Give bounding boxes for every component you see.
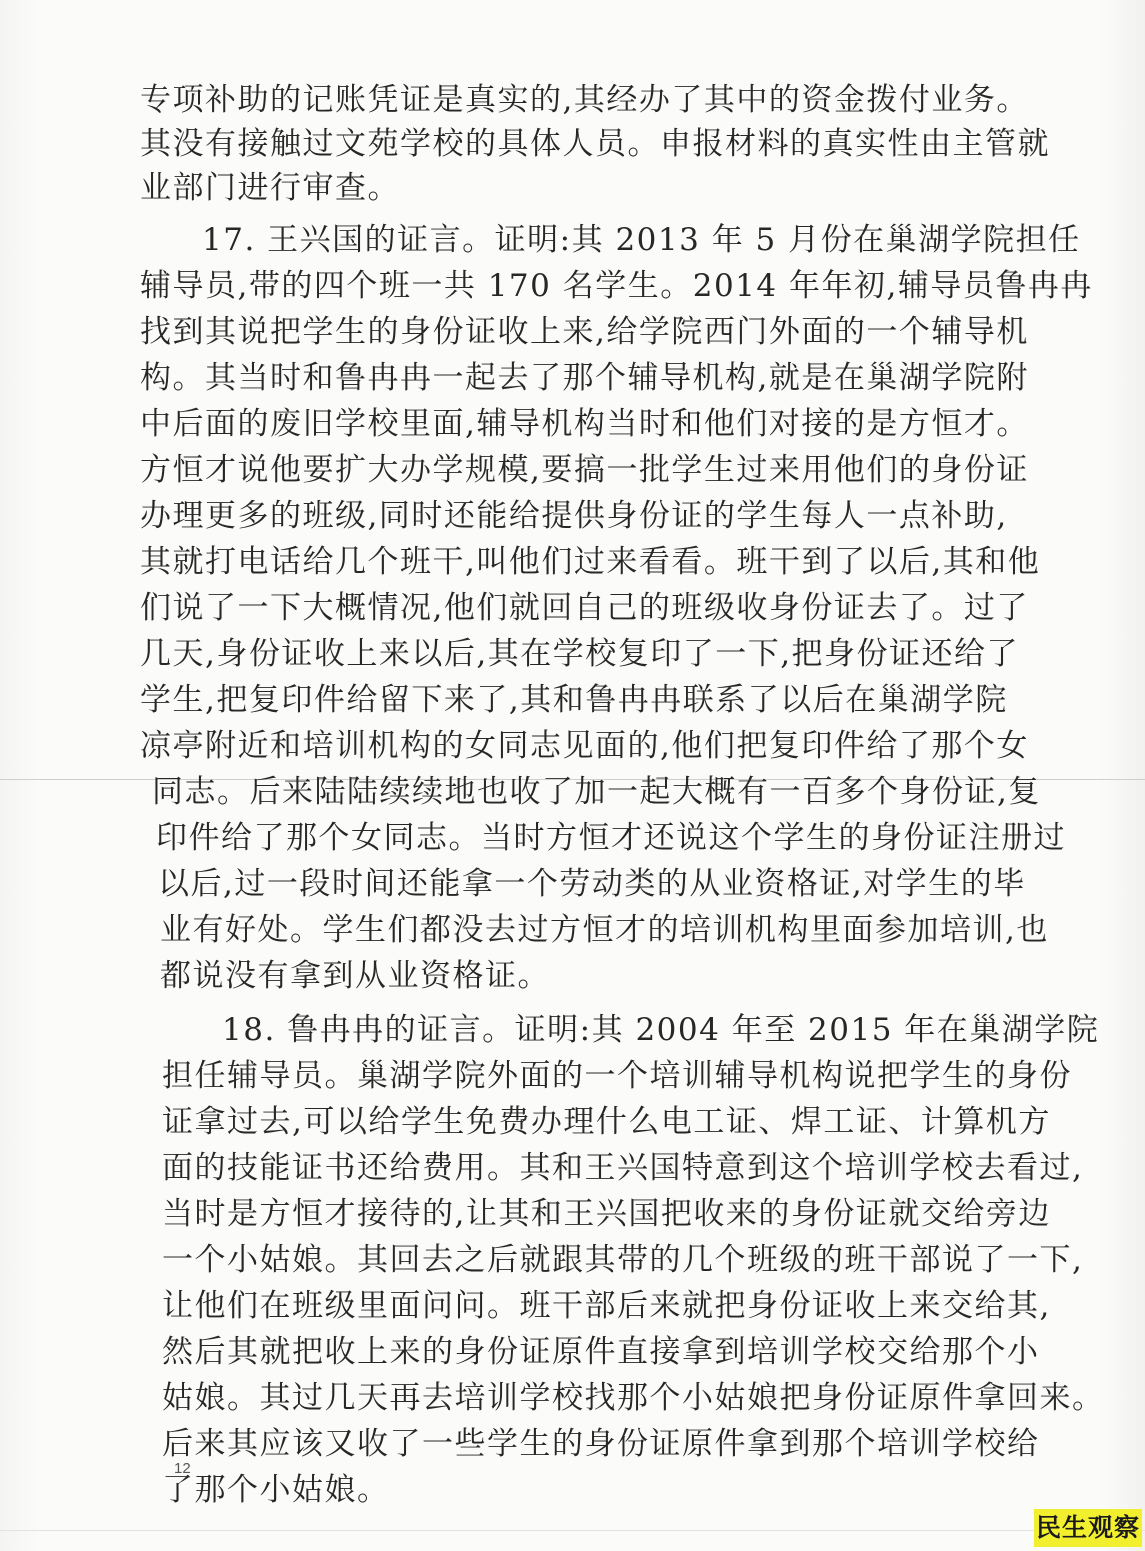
text-line: 当时是方恒才接待的,让其和王兴国把收来的身份证就交给旁边 — [162, 1196, 1051, 1232]
text-line: 其就打电话给几个班干,叫他们过来看看。班干到了以后,其和他 — [140, 544, 1041, 580]
text-line: 面的技能证书还给费用。其和王兴国特意到这个培训学校去看过, — [162, 1150, 1084, 1186]
text-line: 后来其应该又收了一些学生的身份证原件拿到那个培训学校给 — [162, 1426, 1040, 1462]
text-line: 业部门进行审查。 — [140, 170, 400, 206]
text-line: 一个小姑娘。其回去之后就跟其带的几个班级的班干部说了一下, — [162, 1242, 1084, 1278]
text-line: 学生,把复印件给留下来了,其和鲁冉冉联系了以后在巢湖学院 — [140, 682, 1008, 718]
text-line: 找到其说把学生的身份证收上来,给学院西门外面的一个辅导机 — [140, 314, 1029, 350]
text-line: 们说了一下大概情况,他们就回自己的班级收身份证去了。过了 — [140, 590, 1029, 626]
text-line: 办理更多的班级,同时还能给提供身份证的学生每人一点补助, — [140, 498, 1008, 534]
text-line: 其没有接触过文苑学校的具体人员。申报材料的真实性由主管就 — [140, 126, 1050, 162]
text-line: 都说没有拿到从业资格证。 — [160, 958, 550, 994]
text-line: 担任辅导员。巢湖学院外面的一个培训辅导机构说把学生的身份 — [162, 1058, 1072, 1094]
paragraph-18-heading-line: 18. 鲁冉冉的证言。证明:其 2004 年至 2015 年在巢湖学院 — [222, 1012, 1100, 1048]
text-line: 辅导员,带的四个班一共 170 名学生。2014 年年初,辅导员鲁冉冉 — [140, 268, 1093, 304]
watermark-badge: 民生观察 — [1034, 1509, 1142, 1547]
text-line: 中后面的废旧学校里面,辅导机构当时和他们对接的是方恒才。 — [140, 406, 1029, 442]
page-number: 12 — [174, 1460, 191, 1477]
paragraph-17-heading-line: 17. 王兴国的证言。证明:其 2013 年 5 月份在巢湖学院担任 — [202, 222, 1081, 258]
text-line: 证拿过去,可以给学生免费办理什么电工证、焊工证、计算机方 — [162, 1104, 1051, 1140]
text-line: 姑娘。其过几天再去培训学校找那个小姑娘把身份证原件拿回来。 — [162, 1380, 1105, 1416]
text-line: 业有好处。学生们都没去过方恒才的培训机构里面参加培训,也 — [160, 912, 1049, 948]
text-line: 几天,身份证收上来以后,其在学校复印了一下,把身份证还给了 — [140, 636, 1020, 672]
scan-edge-line — [0, 1530, 1145, 1531]
text-line: 方恒才说他要扩大办学规模,要搞一批学生过来用他们的身份证 — [140, 452, 1029, 488]
text-line: 以后,过一段时间还能拿一个劳动类的从业资格证,对学生的毕 — [158, 866, 1026, 902]
text-line: 印件给了那个女同志。当时方恒才还说这个学生的身份证注册过 — [156, 820, 1066, 856]
text-line: 了那个小姑娘。 — [162, 1472, 390, 1508]
text-line: 专项补助的记账凭证是真实的,其经办了其中的资金拨付业务。 — [140, 82, 1029, 118]
text-line: 构。其当时和鲁冉冉一起去了那个辅导机构,就是在巢湖学院附 — [140, 360, 1029, 396]
text-line: 让他们在班级里面问问。班干部后来就把身份证收上来交给其, — [162, 1288, 1051, 1324]
text-line: 凉亭附近和培训机构的女同志见面的,他们把复印件给了那个女 — [140, 728, 1029, 764]
text-line: 然后其就把收上来的身份证原件直接拿到培训学校交给那个小 — [162, 1334, 1040, 1370]
text-line: 同志。后来陆陆续续地也收了加一起大概有一百多个身份证,复 — [152, 774, 1041, 810]
